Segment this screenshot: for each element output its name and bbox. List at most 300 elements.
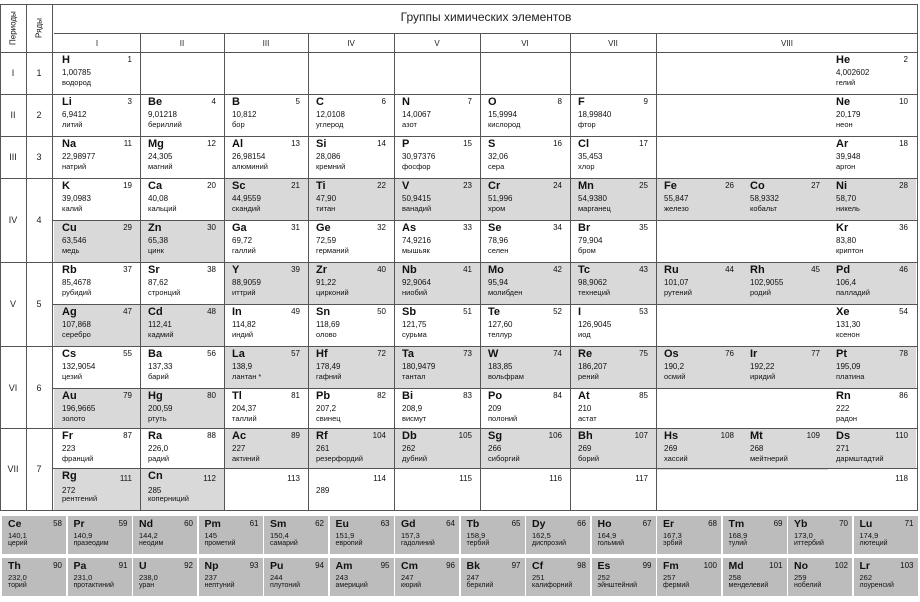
table-title: Группы химических элементов — [400, 10, 572, 24]
element-name: барий — [148, 372, 169, 381]
element-symbol: Ho — [597, 518, 612, 530]
element-symbol: Ir — [750, 348, 758, 360]
element-name: гольмий — [597, 540, 625, 547]
element-name: фтор — [578, 120, 596, 129]
element-cell[interactable] — [308, 388, 394, 430]
element-cell[interactable] — [140, 346, 224, 388]
element-name: резерфордий — [316, 454, 363, 463]
lanthanide-cell[interactable] — [264, 516, 328, 554]
element-cell[interactable] — [394, 262, 480, 304]
element-cell[interactable] — [742, 346, 828, 388]
element-cell[interactable] — [140, 428, 224, 470]
element-cell[interactable] — [224, 136, 308, 178]
element-cell[interactable] — [140, 220, 224, 262]
element-cell[interactable] — [570, 388, 656, 430]
atomic-mass: 40,08 — [148, 194, 169, 203]
element-name: фосфор — [402, 162, 431, 171]
element-cell[interactable] — [828, 178, 916, 220]
element-name: кальций — [148, 204, 177, 213]
element-cell[interactable] — [140, 304, 224, 346]
element-name: америций — [335, 582, 368, 589]
atomic-mass: 226,0 — [148, 444, 169, 453]
atomic-number: 102 — [834, 561, 848, 570]
period-label-ii: II — [10, 110, 16, 120]
element-cell[interactable] — [570, 136, 656, 178]
element-name: бром — [578, 246, 596, 255]
element-cell[interactable] — [570, 346, 656, 388]
atomic-number: 98 — [577, 561, 586, 570]
atomic-mass: 204,37 — [232, 404, 257, 413]
element-name: полоний — [488, 414, 518, 423]
element-cell[interactable] — [828, 220, 916, 262]
atomic-number: 52 — [553, 307, 562, 316]
element-cell[interactable] — [828, 388, 916, 430]
element-name: гадолиний — [401, 540, 435, 547]
lanthanide-cell[interactable] — [2, 516, 66, 554]
atomic-mass: 22,98977 — [62, 152, 96, 161]
actinide-cell[interactable] — [330, 558, 394, 596]
atomic-number: 90 — [53, 561, 62, 570]
lanthanide-cell[interactable] — [68, 516, 132, 554]
atomic-number: 108 — [720, 431, 734, 440]
element-name: галлий — [232, 246, 256, 255]
atomic-number: 100 — [703, 561, 717, 570]
element-cell[interactable] — [224, 220, 308, 262]
atomic-number: 7 — [467, 97, 472, 106]
atomic-number: 10 — [899, 97, 908, 106]
element-cell[interactable] — [140, 262, 224, 304]
element-symbol: Ca — [148, 180, 163, 192]
lanthanide-cell[interactable] — [133, 516, 197, 554]
element-cell[interactable] — [828, 136, 916, 178]
element-cell[interactable] — [224, 178, 308, 220]
atomic-number: 30 — [207, 223, 216, 232]
atomic-number: 117 — [635, 474, 648, 483]
atomic-number: 20 — [207, 181, 216, 190]
element-name: титан — [316, 204, 336, 213]
element-cell[interactable] — [54, 428, 140, 470]
atomic-number: 84 — [553, 391, 562, 400]
atomic-number: 40 — [377, 265, 386, 274]
lanthanide-cell[interactable] — [395, 516, 459, 554]
atomic-number: 11 — [123, 139, 132, 148]
element-cell[interactable] — [828, 94, 916, 136]
element-cell[interactable] — [308, 428, 394, 470]
actinide-cell[interactable] — [264, 558, 328, 596]
element-symbol: Sb — [402, 306, 417, 318]
atomic-number: 118 — [895, 474, 908, 483]
element-cell[interactable] — [140, 468, 224, 510]
element-cell[interactable] — [308, 94, 394, 136]
atomic-mass: 9,01218 — [148, 110, 177, 119]
row-label-6: 6 — [36, 383, 42, 393]
element-symbol: Pb — [316, 390, 331, 402]
element-name: кюрий — [401, 582, 422, 589]
group-header-i: I — [95, 38, 99, 48]
element-cell[interactable] — [394, 94, 480, 136]
lanthanide-cell[interactable] — [854, 516, 918, 554]
grid-line — [0, 4, 918, 5]
atomic-mass: 164,9 — [597, 531, 617, 540]
lanthanide-cell[interactable] — [592, 516, 656, 554]
atomic-mass: 210 — [578, 404, 592, 413]
atomic-number: 97 — [511, 561, 521, 570]
atomic-mass: 102,9055 — [750, 278, 784, 287]
element-cell[interactable] — [140, 178, 224, 220]
atomic-number: 72 — [377, 349, 386, 358]
element-cell[interactable] — [480, 178, 570, 220]
element-cell[interactable] — [54, 468, 140, 510]
element-symbol: Lu — [859, 518, 873, 530]
element-name: лантан * — [232, 372, 262, 381]
atomic-number: 113 — [287, 474, 300, 483]
element-name: лютеций — [859, 540, 888, 547]
atomic-mass: 28,086 — [316, 152, 341, 161]
grid-line — [480, 33, 481, 510]
element-cell[interactable] — [656, 178, 742, 220]
lanthanide-cell[interactable] — [330, 516, 394, 554]
atomic-mass: 4,002602 — [836, 68, 870, 77]
atomic-mass: 24,305 — [148, 152, 173, 161]
element-symbol: Au — [62, 390, 77, 402]
element-name: мышьяк — [402, 246, 430, 255]
element-symbol: Ac — [232, 430, 247, 442]
atomic-mass: 121,75 — [402, 320, 427, 329]
element-name: свинец — [316, 414, 341, 423]
atomic-mass: 55,847 — [664, 194, 689, 203]
element-cell[interactable] — [480, 304, 570, 346]
atomic-number: 57 — [291, 349, 300, 358]
element-cell[interactable] — [224, 468, 308, 510]
element-symbol: He — [836, 54, 851, 66]
element-name: хассий — [664, 454, 688, 463]
grid-line — [224, 33, 225, 510]
element-cell[interactable] — [480, 428, 570, 470]
lanthanide-cell[interactable] — [723, 516, 787, 554]
atomic-number: 47 — [123, 307, 132, 316]
element-cell[interactable] — [394, 346, 480, 388]
element-cell[interactable] — [394, 304, 480, 346]
element-cell[interactable] — [54, 304, 140, 346]
element-cell[interactable] — [480, 346, 570, 388]
element-cell[interactable] — [570, 178, 656, 220]
element-symbol: Tb — [466, 518, 480, 530]
atomic-number: 25 — [639, 181, 648, 190]
atomic-number: 59 — [118, 519, 128, 528]
atomic-number: 89 — [291, 431, 300, 440]
element-cell[interactable] — [742, 262, 828, 304]
atomic-number: 50 — [377, 307, 386, 316]
lanthanide-cell[interactable] — [788, 516, 852, 554]
actinide-cell[interactable] — [461, 558, 525, 596]
atomic-mass: 257 — [663, 573, 676, 582]
element-cell[interactable] — [394, 220, 480, 262]
grid-line — [26, 4, 27, 510]
element-name: тербий — [466, 540, 490, 547]
atomic-number: 65 — [511, 519, 521, 528]
element-symbol: Pa — [73, 560, 87, 572]
actinide-cell[interactable] — [526, 558, 590, 596]
actinide-cell[interactable] — [657, 558, 721, 596]
atomic-number: 42 — [553, 265, 562, 274]
element-name: лоуренсий — [859, 582, 894, 589]
element-name: самарий — [270, 540, 298, 547]
atomic-mass: 65,38 — [148, 236, 169, 245]
lanthanide-cell[interactable] — [657, 516, 721, 554]
atomic-number: 49 — [291, 307, 300, 316]
element-cell[interactable] — [54, 178, 140, 220]
element-symbol: Es — [597, 560, 611, 572]
element-symbol: V — [402, 180, 410, 192]
atomic-mass: 196,9665 — [62, 404, 96, 413]
atomic-number: 27 — [811, 181, 820, 190]
element-name: цинк — [148, 246, 164, 255]
element-cell[interactable] — [394, 178, 480, 220]
atomic-mass: 50,9415 — [402, 194, 431, 203]
element-cell[interactable] — [394, 136, 480, 178]
element-symbol: Cm — [401, 560, 418, 572]
element-cell[interactable] — [570, 468, 656, 510]
actinide-cell[interactable] — [68, 558, 132, 596]
element-cell[interactable] — [308, 262, 394, 304]
element-name: литий — [62, 120, 83, 129]
element-cell[interactable] — [480, 262, 570, 304]
element-cell[interactable] — [54, 136, 140, 178]
period-label-iii: III — [9, 152, 17, 162]
actinide-cell[interactable] — [2, 558, 66, 596]
element-cell[interactable] — [480, 468, 570, 510]
element-cell[interactable] — [308, 136, 394, 178]
element-symbol: Cr — [488, 180, 501, 192]
atomic-mass: 158,9 — [466, 531, 486, 540]
atomic-number: 93 — [249, 561, 259, 570]
atomic-number: 67 — [642, 519, 652, 528]
element-cell[interactable] — [308, 468, 394, 510]
element-cell[interactable] — [308, 346, 394, 388]
element-cell[interactable] — [394, 388, 480, 430]
element-name: радий — [148, 454, 170, 463]
element-cell[interactable] — [140, 388, 224, 430]
atomic-number: 87 — [123, 431, 132, 440]
atomic-number: 38 — [207, 265, 216, 274]
atomic-mass: 272 — [62, 486, 76, 495]
atomic-mass: 20,179 — [836, 110, 861, 119]
element-name: никель — [836, 204, 860, 213]
element-symbol: Ba — [148, 348, 163, 360]
atomic-mass: 209 — [488, 404, 502, 413]
element-cell[interactable] — [828, 52, 916, 94]
atomic-mass: 39,948 — [836, 152, 861, 161]
element-cell[interactable] — [224, 428, 308, 470]
atomic-mass: 174,9 — [859, 531, 879, 540]
atomic-number: 3 — [127, 97, 132, 106]
element-symbol: Te — [488, 306, 501, 318]
atomic-number: 95 — [380, 561, 390, 570]
element-cell[interactable] — [570, 94, 656, 136]
atomic-number: 16 — [553, 139, 562, 148]
element-cell[interactable] — [224, 304, 308, 346]
element-symbol: Rb — [62, 264, 77, 276]
lanthanide-cell[interactable] — [461, 516, 525, 554]
actinide-cell[interactable] — [723, 558, 787, 596]
element-name: натрий — [62, 162, 87, 171]
element-name: сера — [488, 162, 505, 171]
atomic-number: 5 — [295, 97, 300, 106]
element-cell[interactable] — [224, 388, 308, 430]
atomic-number: 44 — [725, 265, 734, 274]
element-name: берклий — [466, 582, 494, 589]
element-cell[interactable] — [394, 428, 480, 470]
element-name: кобальт — [750, 204, 777, 213]
actinide-cell[interactable] — [854, 558, 918, 596]
element-cell[interactable] — [140, 136, 224, 178]
element-symbol: Hg — [148, 390, 163, 402]
grid-line — [0, 94, 918, 95]
element-cell[interactable] — [224, 94, 308, 136]
atomic-number: 58 — [53, 519, 62, 528]
actinide-cell[interactable] — [592, 558, 656, 596]
atomic-number: 109 — [806, 431, 820, 440]
element-name: иттрий — [232, 288, 256, 297]
element-name: осмий — [664, 372, 686, 381]
element-cell[interactable] — [394, 468, 480, 510]
element-cell[interactable] — [742, 178, 828, 220]
atomic-mass: 243 — [335, 573, 349, 582]
element-symbol: Lr — [859, 560, 870, 572]
element-cell[interactable] — [54, 346, 140, 388]
atomic-number: 39 — [291, 265, 300, 274]
element-cell[interactable] — [570, 304, 656, 346]
atomic-mass: 269 — [664, 444, 678, 453]
element-cell[interactable] — [54, 94, 140, 136]
element-name: цезий — [62, 372, 83, 381]
element-cell[interactable] — [480, 136, 570, 178]
element-cell[interactable] — [828, 428, 916, 470]
atomic-number: 88 — [207, 431, 216, 440]
element-cell[interactable] — [54, 388, 140, 430]
element-cell[interactable] — [54, 52, 140, 94]
atomic-number: 17 — [639, 139, 648, 148]
element-cell[interactable] — [828, 304, 916, 346]
atomic-mass: 232,0 — [8, 573, 27, 582]
element-cell[interactable] — [54, 262, 140, 304]
element-cell[interactable] — [308, 220, 394, 262]
element-name: эрбий — [663, 540, 683, 547]
atomic-number: 33 — [463, 223, 472, 232]
atomic-number: 60 — [184, 519, 193, 528]
element-cell[interactable] — [742, 428, 828, 470]
actinide-cell[interactable] — [199, 558, 263, 596]
element-symbol: Er — [663, 518, 675, 530]
element-symbol: O — [488, 96, 497, 108]
atomic-number: 41 — [463, 265, 472, 274]
element-name: гелий — [836, 78, 856, 87]
lanthanide-cell[interactable] — [199, 516, 263, 554]
atomic-mass: 157,3 — [401, 531, 420, 540]
actinide-cell[interactable] — [788, 558, 852, 596]
atomic-mass: 79,904 — [578, 236, 603, 245]
lanthanide-cell[interactable] — [526, 516, 590, 554]
grid-line — [52, 4, 53, 510]
element-symbol: Tc — [578, 264, 591, 276]
element-symbol: W — [488, 348, 499, 360]
element-cell[interactable] — [480, 94, 570, 136]
element-name: бериллий — [148, 120, 182, 129]
atomic-number: 28 — [899, 181, 908, 190]
element-symbol: Cd — [148, 306, 163, 318]
element-name: фермий — [663, 582, 690, 589]
atomic-number: 64 — [446, 519, 455, 528]
atomic-mass: 183,85 — [488, 362, 513, 371]
atomic-number: 79 — [123, 391, 132, 400]
element-symbol: Dy — [532, 518, 546, 530]
element-symbol: K — [62, 180, 70, 192]
element-cell[interactable] — [224, 346, 308, 388]
element-cell[interactable] — [480, 220, 570, 262]
group-header-viii: VIII — [780, 38, 793, 48]
element-cell[interactable] — [656, 428, 742, 470]
atomic-number: 2 — [903, 55, 908, 64]
element-cell[interactable] — [140, 94, 224, 136]
atomic-mass: 1,00785 — [62, 68, 91, 77]
element-cell[interactable] — [570, 220, 656, 262]
element-symbol: Bh — [578, 430, 593, 442]
element-cell[interactable] — [308, 178, 394, 220]
element-cell[interactable] — [308, 304, 394, 346]
element-cell[interactable] — [828, 346, 916, 388]
atomic-mass: 15,9994 — [488, 110, 517, 119]
element-cell[interactable] — [656, 262, 742, 304]
atomic-mass: 14,0067 — [402, 110, 431, 119]
element-cell[interactable] — [656, 346, 742, 388]
element-symbol: Li — [62, 96, 72, 108]
atomic-mass: 10,812 — [232, 110, 257, 119]
element-symbol: Pr — [73, 518, 85, 530]
atomic-number: 8 — [557, 97, 562, 106]
element-cell[interactable] — [224, 262, 308, 304]
atomic-mass: 140,9 — [73, 531, 93, 540]
atomic-mass: 200,59 — [148, 404, 173, 413]
actinide-cell[interactable] — [133, 558, 197, 596]
atomic-number: 114 — [373, 474, 386, 483]
element-cell[interactable] — [828, 262, 916, 304]
element-name: медь — [62, 246, 80, 255]
element-cell[interactable] — [480, 388, 570, 430]
atomic-number: 14 — [377, 139, 386, 148]
element-cell[interactable] — [54, 220, 140, 262]
atomic-mass: 12,0108 — [316, 110, 345, 119]
atomic-mass: 244 — [270, 573, 283, 582]
atomic-mass: 58,9332 — [750, 194, 779, 203]
atomic-mass: 88,9059 — [232, 278, 261, 287]
element-symbol: Cf — [532, 560, 544, 572]
atomic-mass: 208,9 — [402, 404, 423, 413]
element-cell[interactable] — [570, 428, 656, 470]
element-name: актиний — [232, 454, 260, 463]
group-header-iv: IV — [347, 38, 355, 48]
atomic-mass: 251 — [532, 573, 545, 582]
atomic-mass: 58,70 — [836, 194, 857, 203]
atomic-number: 74 — [553, 349, 562, 358]
element-cell[interactable] — [570, 262, 656, 304]
atomic-number: 21 — [291, 181, 300, 190]
element-cell[interactable] — [828, 468, 916, 510]
element-symbol: Mn — [578, 180, 594, 192]
element-symbol: Sm — [270, 518, 287, 530]
actinide-cell[interactable] — [395, 558, 459, 596]
atomic-mass: 266 — [488, 444, 502, 453]
element-name: ванадий — [402, 204, 432, 213]
